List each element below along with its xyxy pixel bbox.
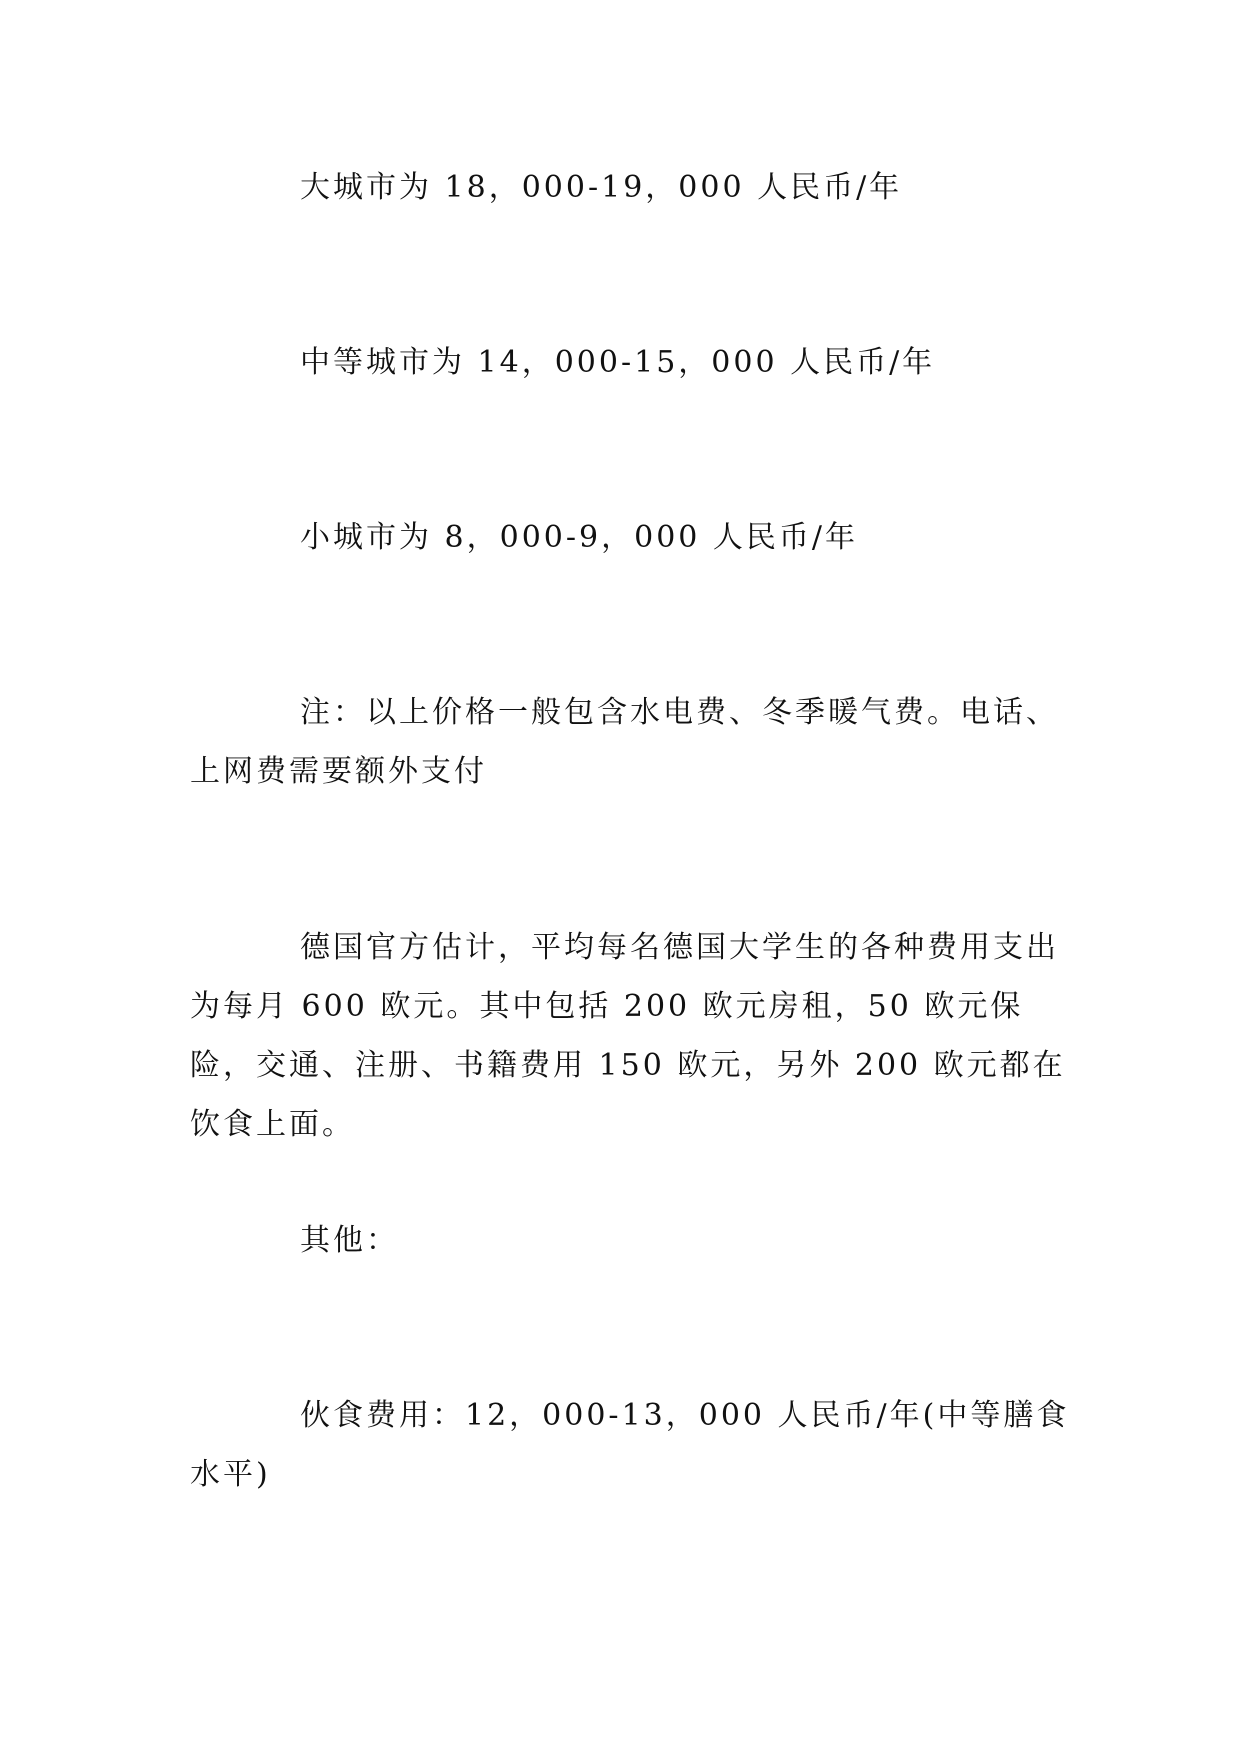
paragraph-large-city-cost: 大城市为 18，000-19，000 人民币/年 [300, 170, 903, 205]
paragraph-small-city-cost: 小城市为 8，000-9，000 人民币/年 [300, 520, 859, 555]
paragraph-official-estimate: 德国官方估计，平均每名德国大学生的各种费用支出为每月 600 欧元。其中包括 200 欧元房租，50 欧元保险，交通、注册、书籍费用 150 欧元，另外 200 欧元都在饮食上面。 [190, 930, 1066, 1142]
paragraph-note-utilities: 注：以上价格一般包含水电费、冬季暖气费。电话、上网费需要额外支付 [190, 695, 1059, 789]
paragraph-other-heading: 其他： [300, 1223, 399, 1258]
paragraph-medium-city-cost: 中等城市为 14，000-15，000 人民币/年 [300, 345, 936, 380]
paragraph-food-cost: 伙食费用：12，000-13，000 人民币/年(中等膳食水平) [190, 1398, 1070, 1492]
